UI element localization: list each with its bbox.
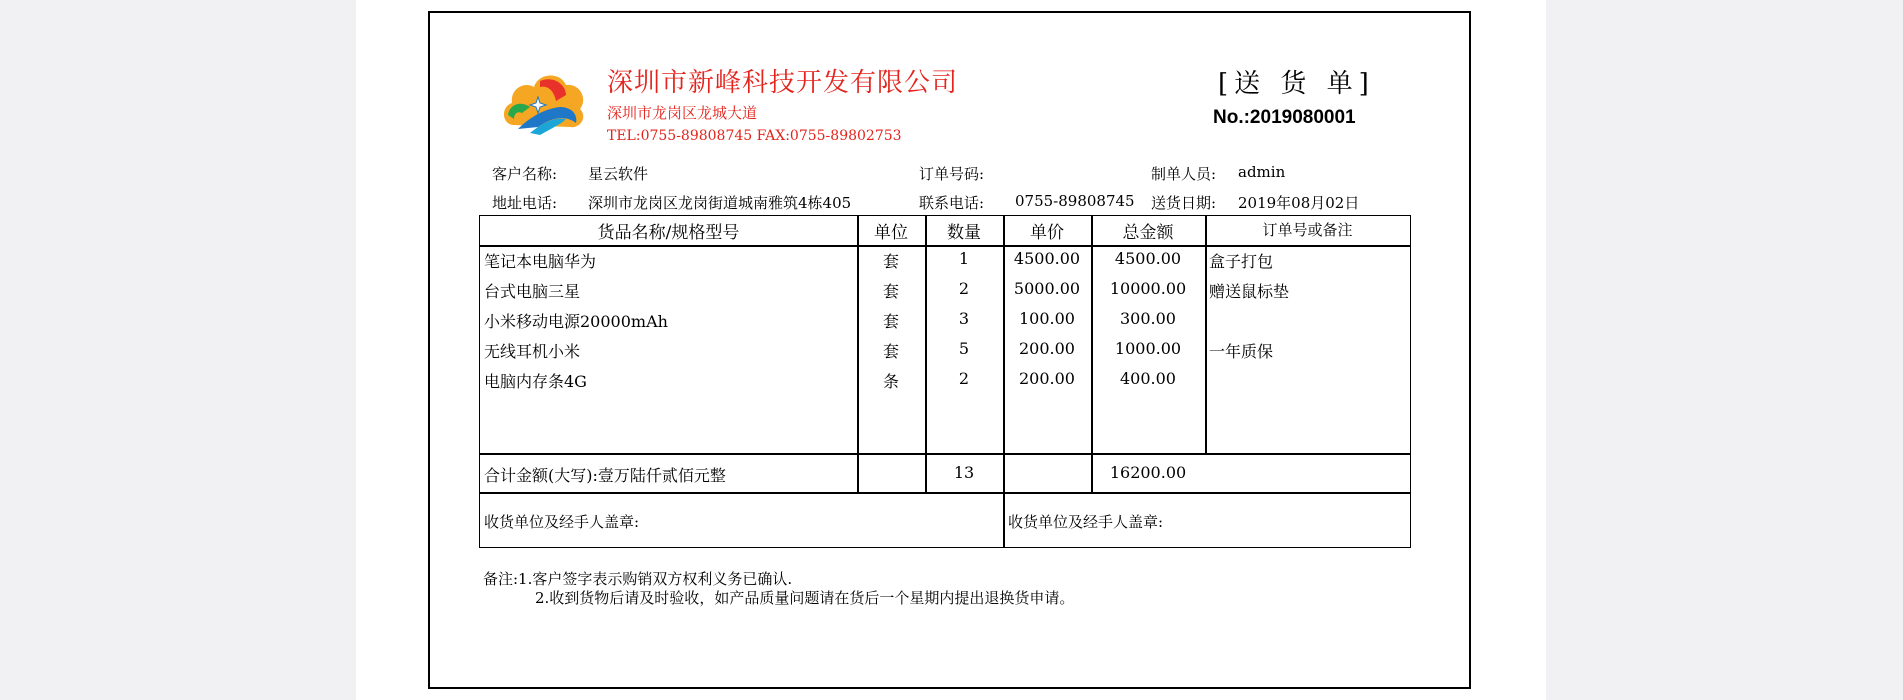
address-value: 深圳市龙岗区龙岗街道城南雅筑4栋405 xyxy=(588,194,852,212)
creator-value: admin xyxy=(1238,163,1286,181)
col-header-unit: 单位 xyxy=(874,223,908,243)
row5-product: 电脑内存条4G xyxy=(484,372,587,391)
row1-product: 笔记本电脑华为 xyxy=(484,252,597,271)
date-value: 2019年08月02日 xyxy=(1238,194,1360,212)
row3-unit: 套 xyxy=(882,312,899,331)
total-qty: 13 xyxy=(953,463,975,482)
row4-remark: 一年质保 xyxy=(1209,342,1274,361)
col-header-qty: 数量 xyxy=(947,223,981,243)
company-name: 深圳市新峰科技开发有限公司 xyxy=(607,68,959,98)
row2-qty: 2 xyxy=(958,279,970,298)
row3-qty: 3 xyxy=(958,309,970,328)
cloud-logo-icon xyxy=(500,67,586,139)
sign-left: 收货单位及经手人盖章: xyxy=(484,513,640,531)
order-no-label: 订单号码: xyxy=(919,165,985,183)
phone-label: 联系电话: xyxy=(919,194,985,212)
row1-unit: 套 xyxy=(882,252,899,271)
col-header-product: 货品名称/规格型号 xyxy=(597,223,740,243)
delivery-table xyxy=(479,215,1411,548)
row2-unit: 套 xyxy=(882,282,899,301)
row4-price: 200.00 xyxy=(1019,339,1075,358)
date-label: 送货日期: xyxy=(1151,194,1217,212)
row5-amount: 400.00 xyxy=(1120,369,1176,388)
row2-product: 台式电脑三星 xyxy=(484,282,581,301)
row4-amount: 1000.00 xyxy=(1114,339,1182,358)
row5-unit: 条 xyxy=(882,372,899,391)
sign-right: 收货单位及经手人盖章: xyxy=(1008,513,1164,531)
document-number: No.:2019080001 xyxy=(1213,107,1356,128)
address-label: 地址电话: xyxy=(492,194,558,212)
row4-product: 无线耳机小米 xyxy=(484,342,581,361)
row4-unit: 套 xyxy=(882,342,899,361)
row5-qty: 2 xyxy=(958,369,970,388)
row3-amount: 300.00 xyxy=(1120,309,1176,328)
total-label: 合计金额(大写):壹万陆仟贰佰元整 xyxy=(484,466,726,485)
col-header-amount: 总金额 xyxy=(1122,223,1174,243)
notes-line-2: 2.收到货物后请及时验收，如产品质量问题请在货后一个星期内提出退换货申请。 xyxy=(535,589,1075,607)
row3-product: 小米移动电源20000mAh xyxy=(484,312,668,331)
document-title: [送 货 单] xyxy=(1218,69,1375,99)
row5-price: 200.00 xyxy=(1019,369,1075,388)
customer-label: 客户名称: xyxy=(492,165,558,183)
row2-amount: 10000.00 xyxy=(1109,279,1187,298)
col-header-remark: 订单号或备注 xyxy=(1262,221,1353,239)
company-address: 深圳市龙岗区龙城大道 xyxy=(607,104,758,122)
notes-line-1: 备注:1.客户签字表示购销双方权利义务已确认. xyxy=(483,570,793,588)
row3-price: 100.00 xyxy=(1019,309,1075,328)
creator-label: 制单人员: xyxy=(1151,165,1217,183)
row1-remark: 盒子打包 xyxy=(1209,252,1274,271)
total-amount: 16200.00 xyxy=(1109,463,1187,482)
row2-remark: 赠送鼠标垫 xyxy=(1209,282,1290,301)
phone-value: 0755-89808745 xyxy=(1015,192,1135,210)
customer-value: 星云软件 xyxy=(588,165,649,183)
row4-qty: 5 xyxy=(958,339,970,358)
row1-amount: 4500.00 xyxy=(1114,249,1182,268)
company-contact: TEL:0755-89808745 FAX:0755-89802753 xyxy=(607,128,902,144)
col-header-price: 单价 xyxy=(1030,223,1064,243)
row2-price: 5000.00 xyxy=(1013,279,1081,298)
row1-qty: 1 xyxy=(958,249,970,268)
row1-price: 4500.00 xyxy=(1013,249,1081,268)
